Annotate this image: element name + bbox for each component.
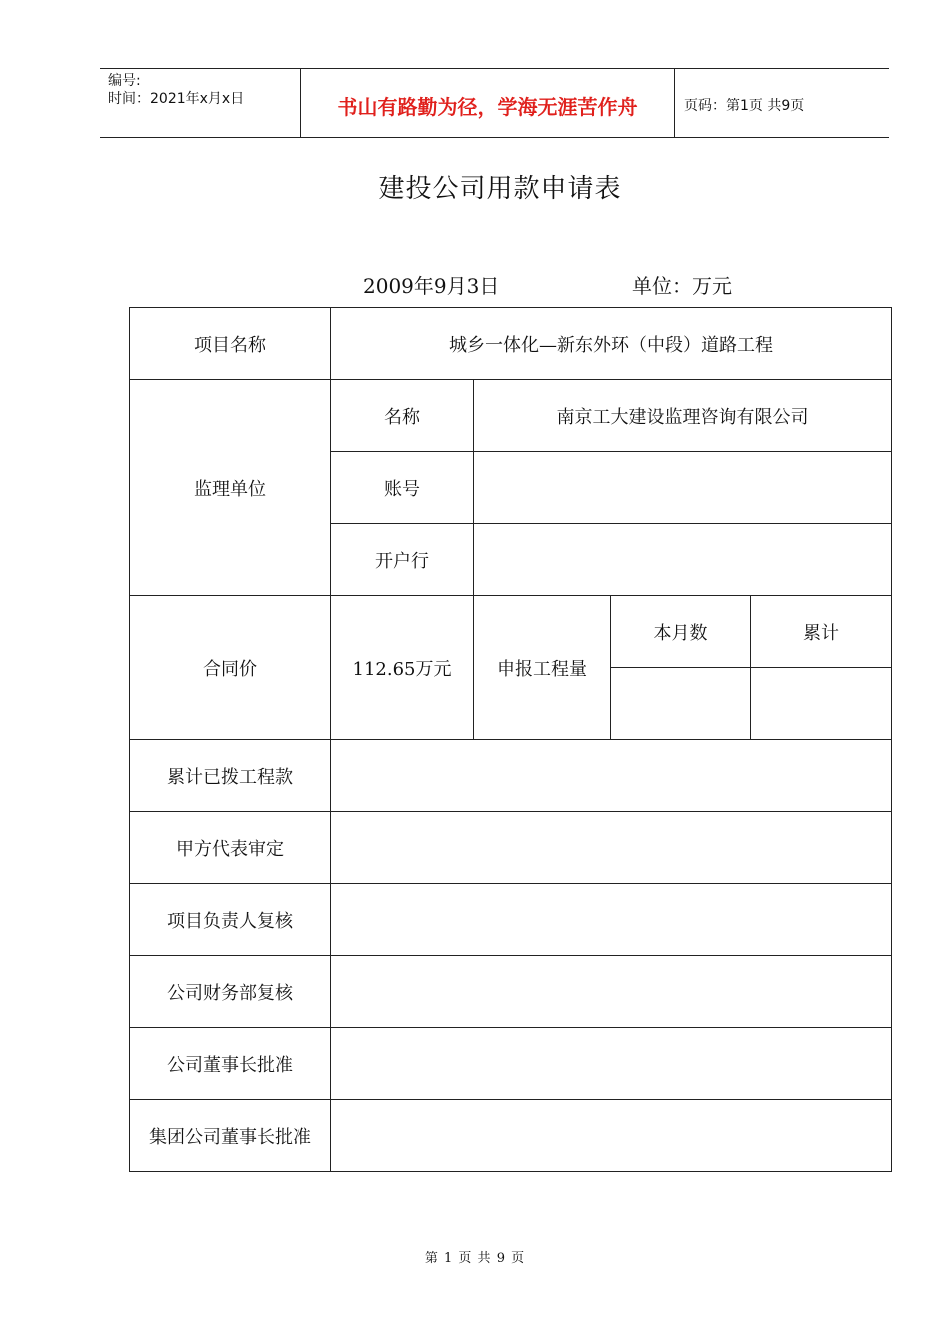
supervisor-label: 监理单位 xyxy=(130,380,331,596)
document-unit: 单位：万元 xyxy=(632,274,732,298)
account-label: 账号 xyxy=(331,452,474,524)
header-divider xyxy=(674,69,675,137)
row-value xyxy=(331,1100,892,1172)
this-month-value xyxy=(611,668,751,740)
name-value: 南京工大建设监理咨询有限公司 xyxy=(474,380,892,452)
contract-label: 合同价 xyxy=(130,596,331,740)
page-footer: 第 1 页 共 9 页 xyxy=(424,1251,526,1266)
document-title: 建投公司用款申请表 xyxy=(378,174,622,204)
bank-label: 开户行 xyxy=(331,524,474,596)
bank-value xyxy=(474,524,892,596)
header-meta xyxy=(108,72,244,108)
row-value xyxy=(331,956,892,1028)
table-row xyxy=(130,812,892,884)
row-label: 集团公司董事长批准 xyxy=(130,1100,331,1172)
this-month-label: 本月数 xyxy=(611,596,751,668)
row-label: 公司财务部复核 xyxy=(130,956,331,1028)
account-value xyxy=(474,452,892,524)
cumulative-label: 累计 xyxy=(751,596,892,668)
project-name-label: 项目名称 xyxy=(130,308,331,380)
cumulative-value xyxy=(751,668,892,740)
table-row xyxy=(130,740,892,812)
table-row xyxy=(130,1100,892,1172)
row-label: 甲方代表审定 xyxy=(130,812,331,884)
header-motto: 书山有路勤为径，学海无涯苦作舟 xyxy=(337,95,638,119)
page-header xyxy=(100,68,889,138)
contract-value: 112.65万元 xyxy=(331,596,474,740)
table-row xyxy=(130,1028,892,1100)
project-name-value: 城乡一体化—新东外环（中段）道路工程 xyxy=(331,308,892,380)
row-label: 项目负责人复核 xyxy=(130,884,331,956)
row-value xyxy=(331,884,892,956)
name-label: 名称 xyxy=(331,380,474,452)
payment-request-table xyxy=(129,307,892,1172)
table-row xyxy=(130,956,892,1028)
document-date: 2009年9月3日 xyxy=(363,274,500,298)
row-label: 累计已拨工程款 xyxy=(130,740,331,812)
row-label: 公司董事长批准 xyxy=(130,1028,331,1100)
header-page-info: 页码：第1页 共9页 xyxy=(684,98,805,114)
serial-label: 编号: xyxy=(108,73,141,89)
row-value xyxy=(331,1028,892,1100)
table-row xyxy=(130,596,892,668)
table-row xyxy=(130,308,892,380)
reported-quantity-label: 申报工程量 xyxy=(474,596,611,740)
time-label: 时间：2021年x月x日 xyxy=(108,91,245,107)
row-value xyxy=(331,812,892,884)
row-value xyxy=(331,740,892,812)
table-row xyxy=(130,380,892,452)
table-row xyxy=(130,884,892,956)
